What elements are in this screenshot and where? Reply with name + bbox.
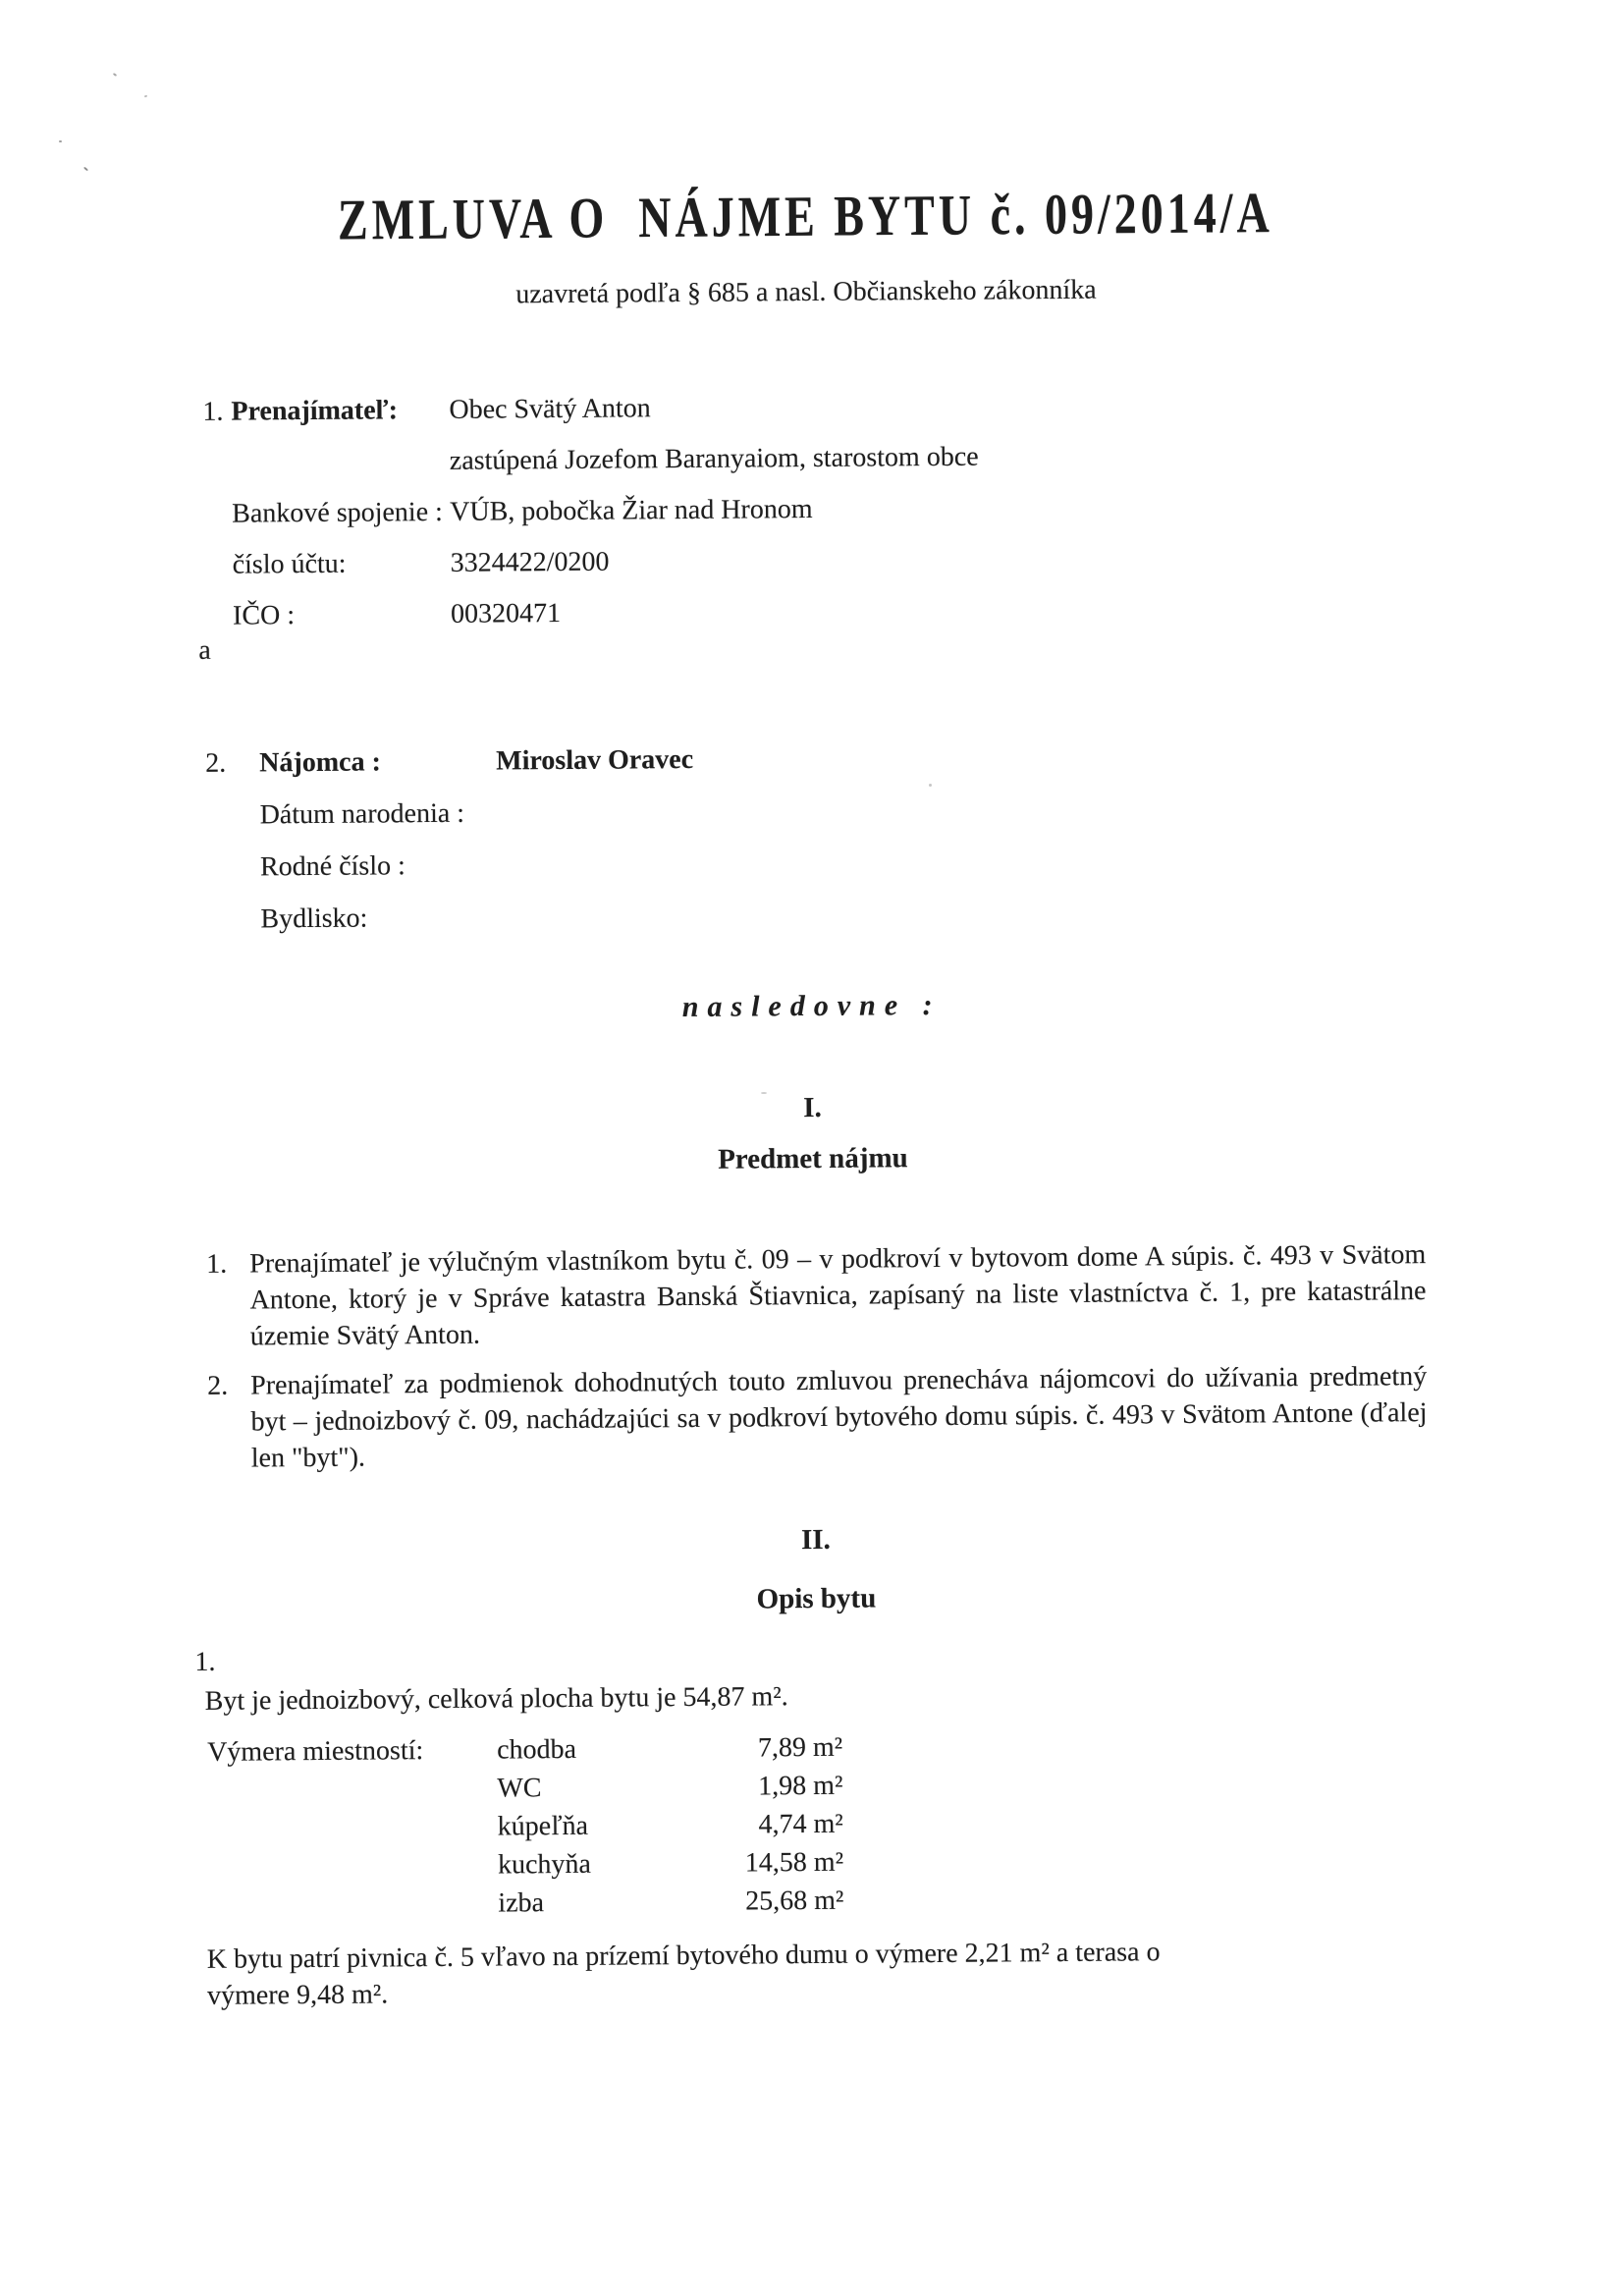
room-name: kúpeľňa (497, 1810, 589, 1842)
bank-label: Bankové spojenie : (232, 496, 443, 529)
article-1-clause-2 (204, 1358, 1428, 1477)
tenant-index: 2. (205, 747, 227, 779)
table-row (207, 1767, 842, 1810)
ico-label: IČO : (232, 600, 296, 631)
spacer-cell (232, 445, 450, 480)
room-area: 14,58 m² (744, 1846, 844, 1879)
table-row (207, 1728, 842, 1772)
article-2-clause-index: 1. (194, 1646, 216, 1677)
article-1-clause-1 (203, 1236, 1427, 1355)
clause-1-index: 1. (206, 1248, 228, 1280)
spacer-cell (200, 851, 235, 885)
landlord-name: Obec Svätý Anton (449, 393, 651, 425)
account-label: číslo účtu: (232, 548, 347, 580)
account-value: 3324422/0200 (450, 546, 610, 578)
room-area: 7,89 m² (757, 1731, 843, 1764)
spacer-cell (197, 498, 232, 531)
room-area: 4,74 m² (758, 1808, 843, 1840)
spacer-cell (198, 549, 233, 582)
article-1-numeral: I. (803, 1091, 822, 1124)
cellar-terrace-note: K bytu patrí pivnica č. 5 vľavo na prízemí bytového dumu o výmere 2,21 m² a terasa o výmere 9,48 m². (206, 1937, 1161, 2011)
contract-title: ZMLUVA O NÁJME BYTU č. 09/2014/A (337, 180, 1274, 252)
landlord-label: Prenajímateľ: (231, 395, 399, 427)
bank-value: VÚB, pobočka Žiar nad Hronom (450, 493, 813, 527)
tenant-row-name (199, 738, 1422, 781)
landlord-row-bank (197, 488, 1420, 531)
tenant-row-birth-date (200, 790, 1423, 833)
clause-2-index: 2. (207, 1370, 229, 1401)
tenant-row-personal-id (200, 842, 1423, 885)
tenant-name: Miroslav Oravec (496, 743, 694, 777)
clause-2-text: Prenajímateľ za podmienok dohodnutých touto zmluvou prenecháva nájomcovi do užívania predmetný byt – jednoizbový č. 09, nachádzajúci sa v podkroví bytového domu súpis. č. 493 v Svätom Antone (ďalej len "byt"). (250, 1361, 1428, 1474)
table-row (208, 1843, 843, 1886)
conjunction-a: a (198, 634, 211, 666)
landlord-representation: zastúpená Jozefom Baranyaiom, starostom obce (449, 441, 979, 476)
article-2-numeral: II. (800, 1523, 831, 1557)
article-1-title: Predmet nájmu (717, 1142, 908, 1175)
tenant-label: Nájomca : (259, 746, 381, 779)
landlord-section (196, 386, 1421, 651)
clause-1-text: Prenajímateľ je výlučným vlastníkom bytu č. 09 – v podkroví v bytovom dome A súpis. č. 493 v Svätom Antone, ktorý je v Správe katastra Banská Štiavnica, zapísaný na liste vlastníctva č. 1, pre katastrálne územie Svätý Anton. (249, 1239, 1427, 1352)
birth-date-value (453, 790, 1423, 831)
personal-id-value (453, 842, 1423, 883)
rooms-label: Výmera miestností: (207, 1735, 424, 1768)
room-areas-table (207, 1728, 844, 1925)
spacer-cell (200, 903, 235, 937)
spacer-cell (198, 600, 233, 633)
table-row (208, 1882, 843, 1925)
lead-in-text: nasledovne : (681, 988, 942, 1024)
tenant-row-residence (200, 894, 1423, 937)
spacer-cell (207, 1770, 497, 1810)
ico-value: 00320471 (450, 597, 562, 629)
spacer-cell (208, 1808, 498, 1848)
spacer-cell (208, 1885, 498, 1925)
contract-subtitle: uzavretá podľa § 685 a nasl. Občianskeho zákonníka (515, 274, 1097, 310)
room-name: WC (497, 1773, 542, 1804)
room-name: chodba (497, 1733, 577, 1766)
landlord-row-representation (197, 437, 1420, 480)
tenant-section (199, 738, 1424, 956)
article-2-clause-text: Byt je jednoizbový, celková plocha bytu je 54,87 m². (204, 1681, 788, 1717)
room-area: 25,68 m² (745, 1885, 844, 1917)
birth-date-label: Dátum narodenia : (259, 797, 465, 831)
article-2-title: Opis bytu (756, 1582, 877, 1615)
room-area: 1,98 m² (758, 1770, 843, 1802)
landlord-row-account (198, 539, 1421, 582)
table-row (208, 1805, 843, 1848)
spacer-cell (197, 447, 232, 480)
spacer-cell (200, 799, 235, 833)
residence-label: Bydlisko: (260, 902, 368, 935)
room-name: kuchyňa (497, 1848, 592, 1881)
landlord-row-name (196, 386, 1419, 429)
room-name: izba (498, 1887, 545, 1919)
spacer-cell (208, 1846, 498, 1886)
landlord-row-ico (198, 590, 1421, 633)
personal-id-label: Rodné číslo : (259, 850, 406, 883)
landlord-index: 1. (202, 396, 224, 427)
residence-value (453, 894, 1423, 935)
